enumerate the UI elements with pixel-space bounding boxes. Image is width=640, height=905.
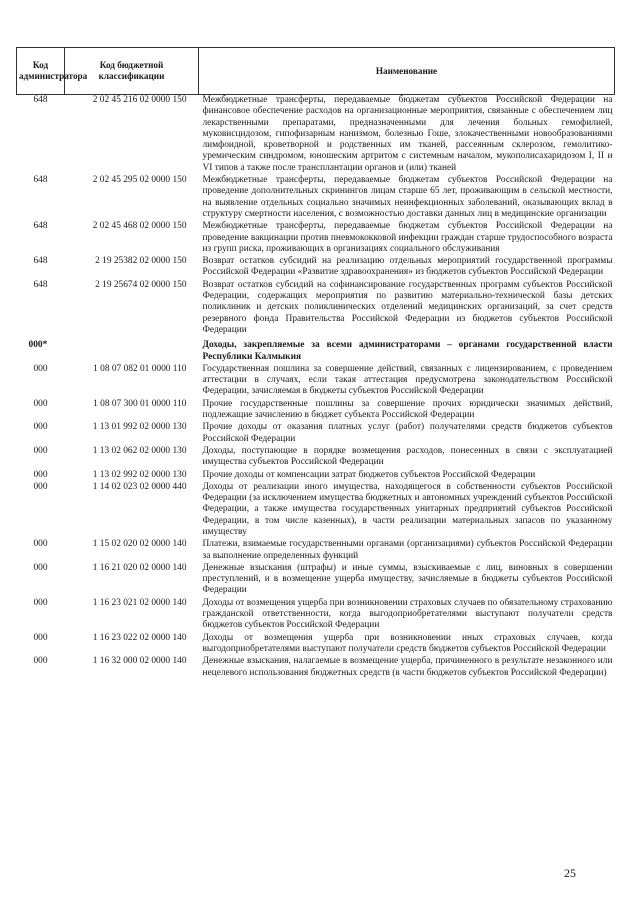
income-name-cell: Денежные взыскания, налагаемые в возмещение ущерба, причиненного в результате незаконного или нецелевого использования бюджетных средств (в части бюджетов субъектов Российской Федерации) xyxy=(202,656,613,678)
admin-code-cell: 648 xyxy=(33,256,48,267)
admin-code-cell: 000 xyxy=(33,597,48,608)
income-name-cell: Прочие доходы от компенсации затрат бюджетов субъектов Российской Федерации xyxy=(202,469,536,480)
budget-code-cell: 1 13 02 992 02 0000 130 xyxy=(92,469,187,480)
income-name-cell: Межбюджетные трансферты, передаваемые бюджетам субъектов Российской Федерации на финансовое обеспечение расходов на организационные мероприятия, связанные с обеспечением лиц лекарственными препаратами, предназначенными для лечения больных гемофилией, муковисцидозом, гипофизарным нанизмом, болезнью Гоше, злокачественными новообразованиями лимфоидной, кроветворной и родственных им тканей, рассеянным склерозом, гемолитико-уремическим синдромом, юношеским артритом с системным началом, мукополисахаридозом I, II и VI типов а также после трансплантации органов и (или) тканей xyxy=(202,95,613,173)
table-row xyxy=(17,598,615,633)
admin-code-cell: 648 xyxy=(33,279,48,290)
income-name-cell: Межбюджетные трансферты, передаваемые бюджетам субъектов Российской Федерации на проведение вакцинации против пневмококковой инфекции граждан старше трудоспособного возраста из групп риска, проживающих в организациях социального обслуживания xyxy=(202,221,613,254)
table-row xyxy=(17,656,615,680)
admin-code-cell: 000 xyxy=(33,422,48,433)
admin-code-cell: 000 xyxy=(33,562,48,573)
table-row xyxy=(17,633,615,657)
admin-code-cell: 000 xyxy=(33,632,48,643)
table-row xyxy=(17,399,615,423)
page-number: 25 xyxy=(564,866,576,880)
budget-code-cell: 2 19 25674 02 0000 150 xyxy=(95,279,187,290)
income-name-cell: Государственная пошлина за совершение действий, связанных с лицензированием, с проведением аттестации в случаях, если такая аттестация предусмотрена законодательством Российской Федерации, зачисляемая в бюджеты субъектов Российской Федерации xyxy=(202,363,613,397)
table-row xyxy=(17,175,615,221)
admin-code-cell: 648 xyxy=(33,175,48,186)
table-row xyxy=(17,95,615,176)
budget-code-cell: 2 19 25382 02 0000 150 xyxy=(95,256,187,267)
budget-code-cell: 2 02 45 216 02 0000 150 xyxy=(92,95,187,105)
admin-code-cell: 648 xyxy=(33,221,48,232)
budget-code-cell xyxy=(65,337,199,364)
admin-code-cell: 000 xyxy=(33,445,48,456)
table-row xyxy=(17,446,615,470)
income-name-cell: Платежи, взимаемые государственными органами (организациями) субъектов Российской Федерации за выполнение определенных функций xyxy=(202,539,613,561)
budget-code-cell: 1 13 01 992 02 0000 130 xyxy=(92,422,187,433)
budget-code-cell: 1 14 02 023 02 0000 440 xyxy=(92,481,187,492)
income-name-cell: Денежные взыскания (штрафы) и иные суммы, взыскиваемые с лиц, виновных в совершении преступлений, и в возмещение ущерба имуществу, зачисляемые в бюджеты субъектов Российской Федерации xyxy=(202,562,613,596)
admin-code-cell: 000 xyxy=(33,363,48,374)
budget-code-cell: 1 08 07 082 01 0000 110 xyxy=(93,363,187,374)
admin-code-cell: 000 xyxy=(33,469,48,480)
income-name-cell: Доходы, закрепляемые за всеми администраторами – органами государственной власти Республики Калмыкия xyxy=(202,340,613,362)
budget-code-cell: 1 16 21 020 02 0000 140 xyxy=(92,562,187,573)
table-row xyxy=(17,563,615,598)
admin-code-cell: 648 xyxy=(33,95,48,105)
income-name-cell: Межбюджетные трансферты, передаваемые бюджетам субъектов Российской Федерации на проведение дополнительных скринингов лицам старше 65 лет, проживающим в сельской местности, на выявление отдельных социально значимых неинфекционных заболеваний, оказывающих вклад в структуру смертности населения, с возможностью доставки данных лиц в медицинские организации xyxy=(202,175,613,219)
table-header-row xyxy=(17,48,615,95)
income-name-cell: Прочие государственные пошлины за совершение прочих юридически значимых действий, подлежащие зачислению в бюджет субъекта Российской Федерации xyxy=(202,398,613,421)
budget-code-cell: 1 08 07 300 01 0000 110 xyxy=(93,398,187,409)
income-name-cell: Возврат остатков субсидий на софинансирование государственных программ субъектов Российской Федерации, содержащих мероприятия по развитию материально-технической базы детских поликлиник и детских поликлинических отделений медицинских организаций, за счет средств резервного фонда Правительства Российской Федерации из бюджетов субъектов Российской Федерации xyxy=(202,279,613,335)
budget-code-cell: 1 15 02 020 02 0000 140 xyxy=(92,539,187,550)
table-row xyxy=(17,470,615,482)
income-name-cell: Доходы от возмещения ущерба при возникновении страховых случаев по обязательному страхованию гражданской ответственности, когда выгодоприобретателями выступают получатели средств бюджетов субъектов Российской Федерации xyxy=(202,597,613,631)
table-row xyxy=(17,280,615,337)
admin-code-cell: 000 xyxy=(33,656,48,667)
header-admin-code: Код администратора xyxy=(17,48,65,95)
income-name-cell: Возврат остатков субсидий на реализацию отдельных мероприятий государственной программы Российской Федерации «Развитие здравоохранения» из бюджетов субъектов Российской Федерации xyxy=(202,256,613,278)
budget-code-cell: 2 02 45 468 02 0000 150 xyxy=(92,221,187,232)
table-row xyxy=(17,482,615,539)
income-name-cell: Доходы от реализации иного имущества, находящегося в собственности субъектов Российской Федерации (за исключением имущества бюджетных и автономных учреждений субъектов Российской Федерации, а также имущества государственных унитарных предприятий субъектов Российской Федерации, в том числе казенных), в части реализации материальных запасов по указанному имуществу xyxy=(202,481,613,537)
budget-code-cell: 1 13 02 062 02 0000 130 xyxy=(92,445,187,456)
budget-code-cell: 2 02 45 295 02 0000 150 xyxy=(92,175,187,186)
table-row xyxy=(17,256,615,280)
admin-code-cell: 000* xyxy=(28,340,48,351)
admin-code-cell: 000 xyxy=(33,539,48,550)
table-row xyxy=(17,539,615,563)
budget-classification-table xyxy=(16,47,615,680)
table-row xyxy=(17,422,615,446)
income-name-cell: Прочие доходы от оказания платных услуг (работ) получателями средств бюджетов субъектов Российской Федерации xyxy=(202,422,613,444)
table-section-row xyxy=(17,337,615,364)
income-name-cell: Доходы, поступающие в порядке возмещения расходов, понесенных в связи с эксплуатацией имущества субъектов Российской Федерации xyxy=(202,445,613,468)
table-row xyxy=(17,364,615,399)
header-budget-code: Код бюджетной классификации xyxy=(65,48,199,95)
budget-code-cell: 1 16 23 022 02 0000 140 xyxy=(92,632,187,643)
income-name-cell: Доходы от возмещения ущерба при возникновении иных страховых случаев, когда выгодоприобретателями выступают получатели средств бюджетов субъектов Российской Федерации xyxy=(202,632,613,654)
admin-code-cell: 000 xyxy=(33,481,48,492)
table-row xyxy=(17,221,615,256)
admin-code-cell: 000 xyxy=(33,398,48,409)
budget-code-cell: 1 16 23 021 02 0000 140 xyxy=(92,597,187,608)
header-name: Наименование xyxy=(199,48,615,95)
budget-code-cell: 1 16 32 000 02 0000 140 xyxy=(92,656,187,667)
